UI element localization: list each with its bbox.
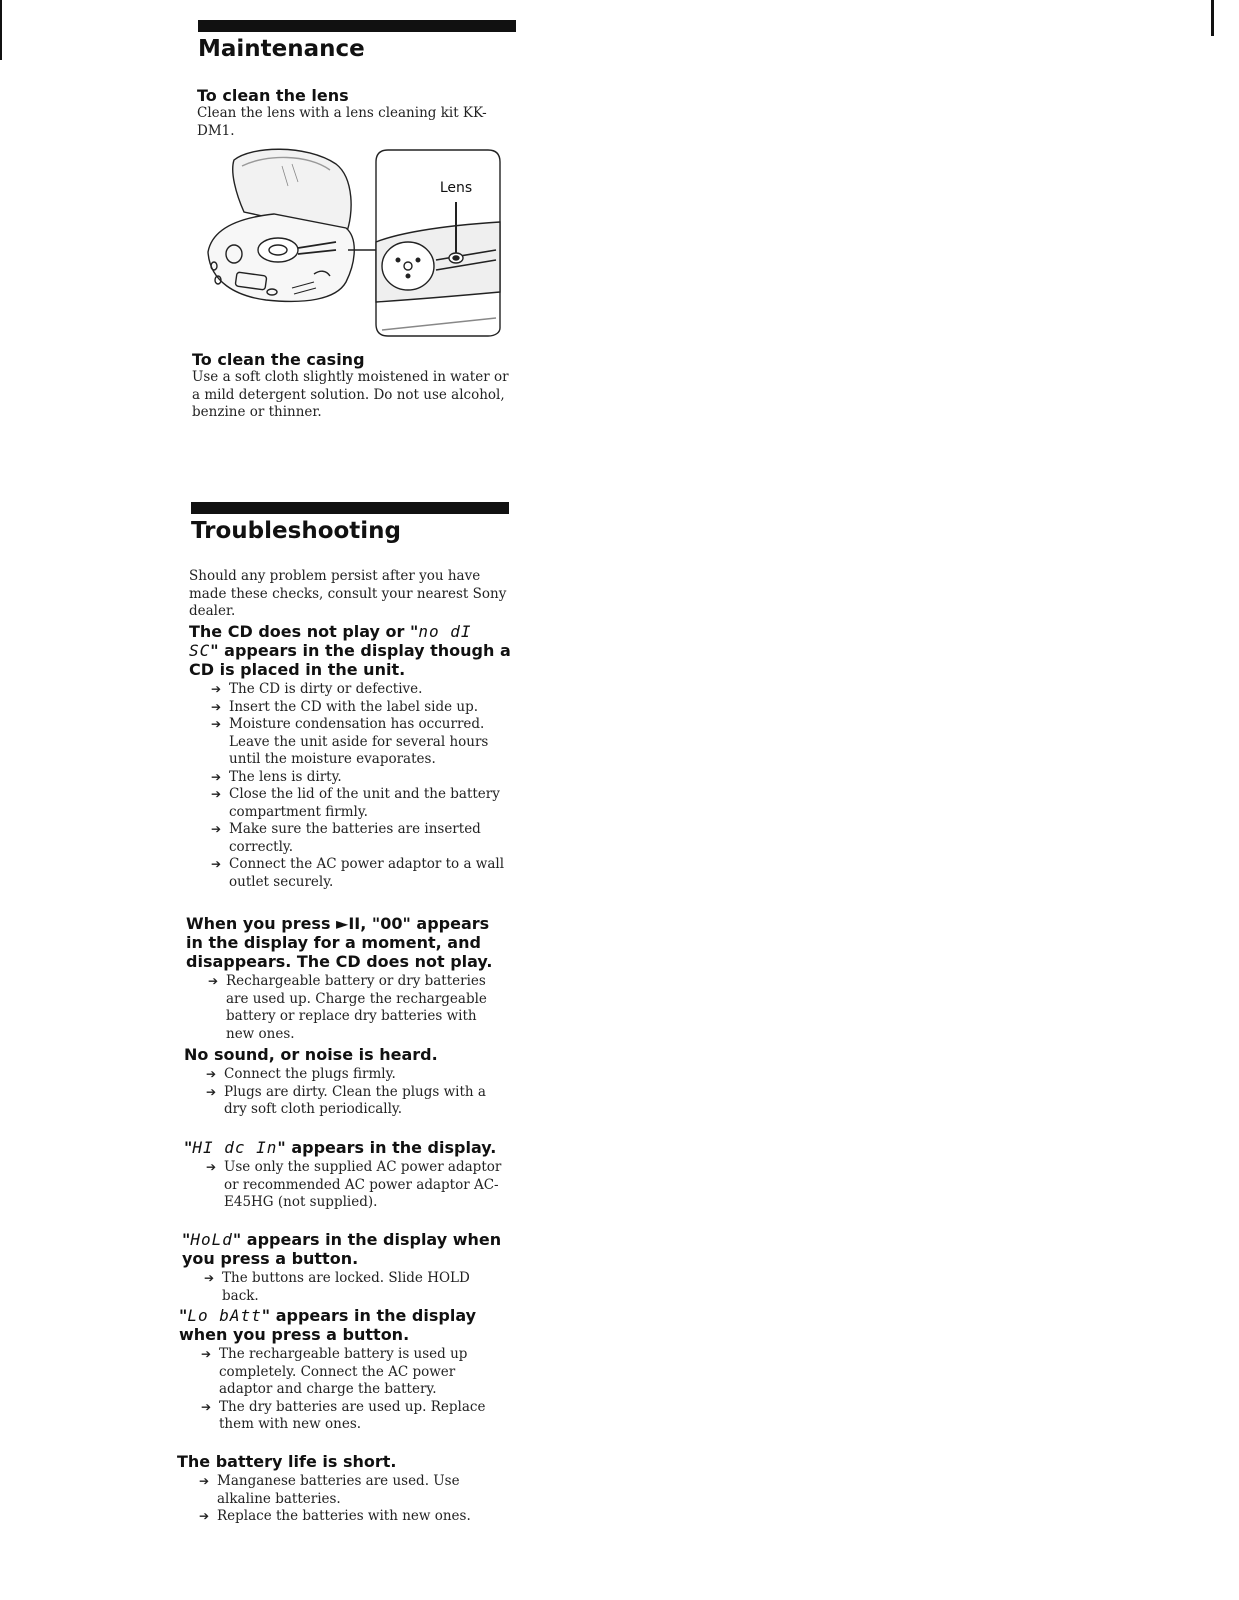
remedy-text: The lens is dirty. [229, 768, 342, 785]
lens-text: Clean the lens with a lens cleaning kit KK-DM1. [197, 105, 487, 139]
casing-heading: To clean the casing [192, 350, 365, 369]
arrow-right-icon: ➔ [206, 1160, 217, 1174]
trouble-heading-text: " [184, 1138, 193, 1157]
casing-text: Use a soft cloth slightly moistened in water or a mild detergent solution. Do not use alcohol, benzine or thinner. [192, 369, 509, 420]
remedy-list [204, 1066, 506, 1119]
trouble-heading-text: When you press ►II, "00" appears in the display for a moment, and disappears. The CD does not play. [186, 914, 493, 971]
trouble-item [177, 1452, 499, 1526]
cd-player-lens-illustration [196, 142, 506, 338]
remedy-item [209, 716, 511, 769]
remedy-item [204, 1159, 504, 1212]
remedy-item [199, 1399, 501, 1434]
remedy-text: Manganese batteries are used. Use alkaline batteries. [217, 1473, 460, 1507]
trouble-heading [182, 1230, 504, 1268]
remedy-item [209, 699, 511, 717]
trouble-item [184, 1045, 506, 1119]
remedy-text: The CD is dirty or defective. [229, 681, 423, 697]
arrow-right-icon: ➔ [206, 1067, 217, 1081]
trouble-heading [184, 1045, 506, 1064]
remedy-list [199, 1346, 501, 1434]
remedy-item [209, 681, 511, 699]
troubleshooting-section [191, 502, 509, 544]
trouble-heading-text: " appears in the display though a CD is placed in the unit. [189, 641, 511, 679]
lens-heading: To clean the lens [197, 86, 349, 105]
remedy-item [197, 1508, 499, 1526]
lcd-display-message: HoLd [190, 1230, 233, 1249]
trouble-item [189, 622, 511, 891]
remedy-text: Rechargeable battery or dry batteries are used up. Charge the rechargeable battery or replace dry batteries with new ones. [226, 973, 487, 1042]
remedy-text: Make sure the batteries are inserted correctly. [229, 821, 481, 855]
remedy-text: The buttons are locked. Slide HOLD back. [222, 1270, 470, 1304]
remedy-item [209, 769, 511, 787]
section-rule [198, 20, 516, 32]
arrow-right-icon: ➔ [201, 1399, 212, 1414]
trouble-item [186, 914, 508, 1043]
remedy-text: Connect the AC power adaptor to a wall outlet securely. [229, 856, 505, 890]
remedy-text: Insert the CD with the label side up. [229, 698, 479, 715]
arrow-right-icon: ➔ [211, 787, 222, 801]
section-rule [191, 502, 509, 514]
remedy-item [206, 973, 508, 1043]
lens-cleaning-block [197, 86, 517, 140]
trouble-heading [184, 1138, 504, 1157]
arrow-right-icon: ➔ [211, 822, 222, 836]
section-title-troubleshooting: Troubleshooting [191, 518, 402, 544]
arrow-right-icon: ➔ [208, 974, 219, 988]
trouble-heading [189, 622, 511, 679]
casing-cleaning-block [192, 350, 514, 422]
remedy-item [202, 1270, 504, 1305]
remedy-text: The rechargeable battery is used up completely. Connect the AC power adaptor and charge the battery. [219, 1346, 468, 1397]
troubleshooting-intro: Should any problem persist after you have made these checks, consult your nearest Sony dealer. [189, 568, 507, 619]
lcd-display-message: HI dc In [192, 1138, 278, 1157]
page-edge-mark-left [0, 0, 2, 60]
trouble-item [184, 1138, 504, 1212]
section-title-maintenance: Maintenance [198, 36, 365, 62]
lcd-display-message: no dI SC [189, 622, 472, 660]
remedy-text: Replace the batteries with new ones. [217, 1508, 471, 1524]
arrow-right-icon: ➔ [204, 1271, 215, 1285]
remedy-list [206, 973, 508, 1043]
remedy-item [209, 856, 511, 891]
arrow-right-icon: ➔ [201, 1347, 212, 1361]
trouble-heading-text: " [179, 1306, 188, 1325]
arrow-right-icon: ➔ [211, 699, 222, 714]
arrow-right-icon: ➔ [206, 1084, 217, 1099]
remedy-item [204, 1084, 506, 1119]
arrow-right-icon: ➔ [211, 769, 222, 784]
remedy-item [204, 1066, 506, 1084]
remedy-list [209, 681, 511, 891]
remedy-text: Moisture condensation has occurred. Leave the unit aside for several hours until the moisture evaporates. [229, 716, 489, 767]
remedy-text: Plugs are dirty. Clean the plugs with a dry soft cloth periodically. [224, 1083, 486, 1117]
arrow-right-icon: ➔ [199, 1509, 210, 1523]
remedy-text: Use only the supplied AC power adaptor or recommended AC power adaptor AC-E45HG (not supplied). [224, 1159, 502, 1210]
remedy-text: Close the lid of the unit and the battery compartment firmly. [229, 786, 500, 820]
trouble-heading [179, 1306, 501, 1344]
lcd-display-message: Lo bAtt [187, 1306, 262, 1325]
trouble-heading-text: The CD does not play or " [189, 622, 419, 641]
trouble-heading-text: No sound, or noise is heard. [184, 1045, 438, 1064]
trouble-heading [186, 914, 508, 971]
remedy-item [199, 1346, 501, 1399]
remedy-item [209, 821, 511, 856]
lens-callout-label: Lens [439, 180, 473, 196]
trouble-item [182, 1230, 504, 1305]
trouble-item [179, 1306, 501, 1434]
trouble-heading [177, 1452, 499, 1471]
troubleshooting-intro-block [189, 568, 511, 621]
remedy-list [197, 1473, 499, 1526]
remedy-item [197, 1473, 499, 1508]
trouble-heading-text: The battery life is short. [177, 1452, 397, 1471]
page-edge-mark-right [1211, 0, 1214, 36]
arrow-right-icon: ➔ [211, 717, 222, 731]
remedy-text: The dry batteries are used up. Replace them with new ones. [219, 1398, 486, 1432]
trouble-heading-text: " appears in the display when you press a button. [179, 1306, 477, 1344]
maintenance-section [198, 20, 516, 62]
trouble-heading-text: " [182, 1230, 191, 1249]
remedy-list [202, 1270, 504, 1305]
remedy-item [209, 786, 511, 821]
arrow-right-icon: ➔ [211, 857, 222, 871]
trouble-heading-text: " appears in the display. [277, 1138, 497, 1157]
remedy-text: Connect the plugs firmly. [224, 1066, 396, 1082]
remedy-list [204, 1159, 504, 1212]
trouble-heading-text: " appears in the display when you press a button. [182, 1230, 502, 1268]
arrow-right-icon: ➔ [199, 1474, 210, 1488]
arrow-right-icon: ➔ [211, 682, 222, 696]
